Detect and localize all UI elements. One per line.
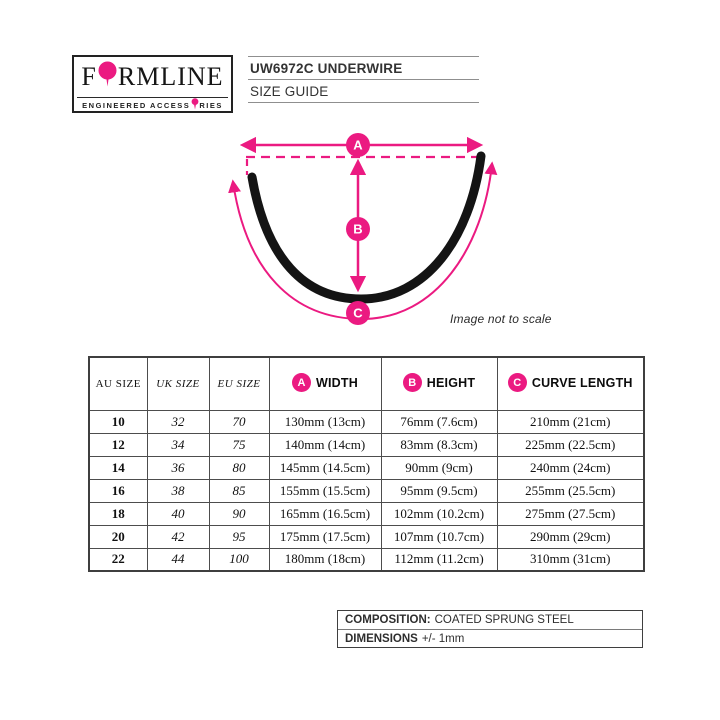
table-cell: 83mm (8.3cm): [381, 433, 497, 456]
dimensions-label: DIMENSIONS: [345, 632, 418, 645]
size-table: [88, 356, 645, 572]
label-a-badge: [346, 133, 370, 157]
product-code: UW6972C UNDERWIRE: [250, 61, 403, 76]
header-title-block: [248, 56, 479, 103]
table-cell: 85: [209, 479, 269, 502]
table-cell: 225mm (22.5cm): [497, 433, 644, 456]
table-cell: 180mm (18cm): [269, 548, 381, 571]
formline-o-pin-icon: [98, 61, 117, 94]
width-label: WIDTH: [316, 376, 358, 391]
table-cell: 290mm (29cm): [497, 525, 644, 548]
table-cell: 34: [147, 433, 209, 456]
table-cell: 155mm (15.5cm): [269, 479, 381, 502]
table-cell: 175mm (17.5cm): [269, 525, 381, 548]
label-b-badge: [346, 217, 370, 241]
logo-box: [72, 55, 233, 113]
table-cell: 240mm (24cm): [497, 456, 644, 479]
table-cell: 76mm (7.6cm): [381, 410, 497, 433]
svg-text:C: C: [353, 305, 363, 321]
wordmark-post: RMLINE: [117, 62, 224, 91]
dimensions-row: [338, 629, 642, 647]
col-header-eu-size: EU SIZE: [209, 357, 269, 410]
composition-value: COATED SPRUNG STEEL: [434, 614, 574, 626]
table-cell: 14: [89, 456, 147, 479]
table-cell: 36: [147, 456, 209, 479]
underwire-diagram: [180, 118, 580, 342]
table-cell: 42: [147, 525, 209, 548]
table-cell: 75: [209, 433, 269, 456]
curve-length-label: CURVE LENGTH: [531, 376, 633, 391]
table-row: [89, 525, 644, 548]
composition-row: [338, 611, 642, 629]
table-cell: 22: [89, 548, 147, 571]
table-cell: 310mm (31cm): [497, 548, 644, 571]
col-header-width: [269, 357, 381, 410]
header-rule-bottom: [248, 102, 479, 103]
size-guide-label: SIZE GUIDE: [250, 84, 329, 99]
table-row: [89, 456, 644, 479]
col-header-curve-length: [497, 357, 644, 410]
col-header-uk-size: UK SIZE: [147, 357, 209, 410]
label-c-badge: [346, 301, 370, 325]
height-label: HEIGHT: [426, 376, 476, 391]
table-cell: 210mm (21cm): [497, 410, 644, 433]
width-a-badge: A: [292, 373, 311, 392]
table-row: [89, 502, 644, 525]
table-row: [89, 548, 644, 571]
table-cell: 70: [209, 410, 269, 433]
table-cell: 80: [209, 456, 269, 479]
table-cell: 95mm (9.5cm): [381, 479, 497, 502]
table-cell: 145mm (14.5cm): [269, 456, 381, 479]
tagline-post: RIES: [199, 100, 223, 110]
table-cell: 102mm (10.2cm): [381, 502, 497, 525]
composition-box: [337, 610, 643, 648]
table-row: [89, 479, 644, 502]
size-table-body: [89, 410, 644, 571]
svg-text:B: B: [353, 221, 363, 237]
dimensions-value: +/- 1mm: [421, 632, 465, 645]
tagline-pre: ENGINEERED ACCESS: [82, 100, 191, 110]
wordmark-pre: F: [81, 62, 97, 91]
table-row: [89, 433, 644, 456]
table-cell: 100: [209, 548, 269, 571]
height-b-badge: B: [403, 373, 422, 392]
table-row: [89, 410, 644, 433]
table-cell: 107mm (10.7cm): [381, 525, 497, 548]
composition-label: COMPOSITION:: [345, 614, 431, 626]
formline-wordmark: [74, 57, 231, 97]
table-header-row: [89, 357, 644, 410]
table-cell: 90mm (9cm): [381, 456, 497, 479]
table-cell: 12: [89, 433, 147, 456]
svg-text:A: A: [353, 137, 363, 153]
table-cell: 18: [89, 502, 147, 525]
table-cell: 32: [147, 410, 209, 433]
table-cell: 275mm (27.5cm): [497, 502, 644, 525]
table-cell: 130mm (13cm): [269, 410, 381, 433]
col-header-au-size: AU SIZE: [89, 357, 147, 410]
table-cell: 44: [147, 548, 209, 571]
col-header-height: [381, 357, 497, 410]
table-cell: 165mm (16.5cm): [269, 502, 381, 525]
table-cell: 90: [209, 502, 269, 525]
table-cell: 16: [89, 479, 147, 502]
table-cell: 10: [89, 410, 147, 433]
scale-note: Image not to scale: [450, 312, 552, 326]
curve-length-c-badge: C: [508, 373, 527, 392]
table-cell: 38: [147, 479, 209, 502]
table-cell: 95: [209, 525, 269, 548]
table-cell: 140mm (14cm): [269, 433, 381, 456]
table-cell: 40: [147, 502, 209, 525]
table-cell: 255mm (25.5cm): [497, 479, 644, 502]
table-cell: 112mm (11.2cm): [381, 548, 497, 571]
table-cell: 20: [89, 525, 147, 548]
logo-tagline: [74, 98, 231, 112]
tagline-o-dot-icon: [191, 98, 199, 112]
